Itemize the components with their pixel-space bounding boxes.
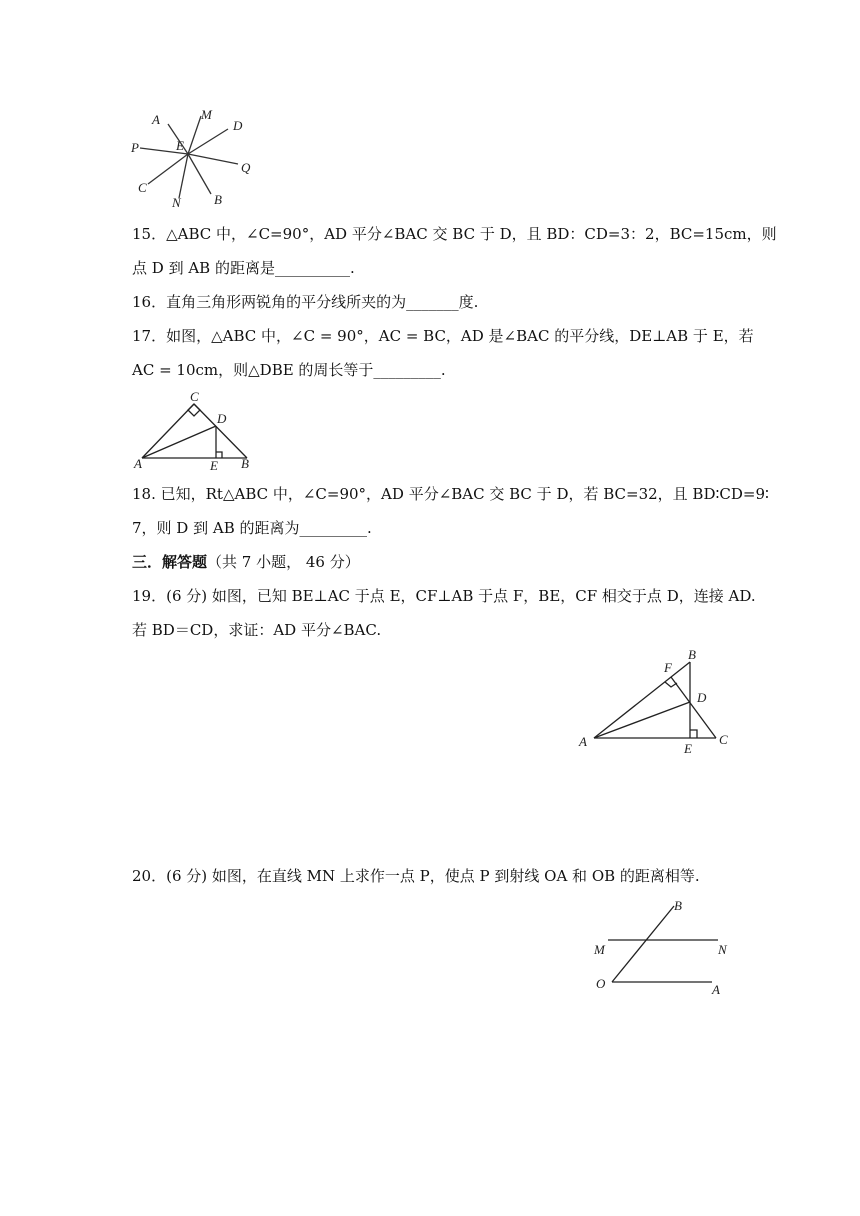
- fig19-label-e: E: [684, 741, 692, 756]
- q17-line1: 17．如图，△ABC 中，∠C = 90°，AC = BC，AD 是∠BAC 的平分线，DE⊥AB 于 E，若: [132, 327, 754, 345]
- section3-heading: [132, 552, 360, 572]
- section3-note: （共 7 小题， 46 分）: [207, 553, 360, 571]
- fig19-label-d: D: [697, 690, 707, 705]
- fig19-label-c: C: [719, 732, 728, 747]
- figure-q19-triangle: [576, 646, 736, 758]
- q17-line2: AC = 10cm，则△DBE 的周长等于_________.: [132, 361, 446, 379]
- fig20-label-b: B: [674, 898, 682, 913]
- figure-q17-triangle: [132, 390, 262, 472]
- fig14-label-e: E: [176, 138, 184, 153]
- fig19-label-b: B: [688, 647, 696, 662]
- q15-line1: 15．△ABC 中，∠C=90°，AD 平分∠BAC 交 BC 于 D，且 BD：CD=3：2，BC=15cm，则: [132, 225, 777, 243]
- fig14-label-q: Q: [241, 160, 251, 175]
- fig17-label-e: E: [210, 458, 218, 472]
- fig14-label-n: N: [172, 195, 181, 210]
- q18-line2: 7，则 D 到 AB 的距离为_________.: [132, 519, 372, 537]
- figure-q20-rays: [590, 896, 730, 996]
- q19-line2: 若 BD＝CD，求证：AD 平分∠BAC.: [132, 621, 382, 639]
- fig20-label-n: N: [718, 942, 727, 957]
- fig17-label-c: C: [190, 390, 199, 404]
- fig17-label-b: B: [241, 456, 249, 471]
- fig14-label-d: D: [233, 118, 243, 133]
- section3-title: 三．解答题: [132, 553, 208, 571]
- figure-q14-lines: [130, 104, 260, 210]
- fig19-label-f: F: [664, 660, 672, 675]
- fig17-label-d: D: [217, 411, 227, 426]
- q18-line1: 18. 已知，Rt△ABC 中，∠C=90°，AD 平分∠BAC 交 BC 于 D，若 BC=32，且 BD∶CD=9∶: [132, 485, 769, 503]
- fig14-label-p: P: [131, 140, 139, 155]
- q16-line1: 16．直角三角形两锐角的平分线所夹的为_______度.: [132, 293, 479, 311]
- fig14-label-c: C: [138, 180, 147, 195]
- fig14-label-a: A: [152, 112, 160, 127]
- q15-line2: 点 D 到 AB 的距离是__________.: [132, 259, 355, 277]
- fig20-label-a: A: [712, 982, 720, 996]
- fig20-label-o: O: [596, 976, 606, 991]
- q20-line1: 20．(6 分) 如图，在直线 MN 上求作一点 P，使点 P 到射线 OA 和 OB 的距离相等.: [132, 867, 700, 885]
- fig20-label-m: M: [594, 942, 605, 957]
- fig17-label-a: A: [134, 456, 142, 471]
- fig19-label-a: A: [579, 734, 587, 749]
- fig14-label-m: M: [201, 107, 212, 122]
- fig14-label-b: B: [214, 192, 222, 207]
- q19-line1: 19．(6 分) 如图，已知 BE⊥AC 于点 E，CF⊥AB 于点 F，BE，CF 相交于点 D，连接 AD.: [132, 587, 756, 605]
